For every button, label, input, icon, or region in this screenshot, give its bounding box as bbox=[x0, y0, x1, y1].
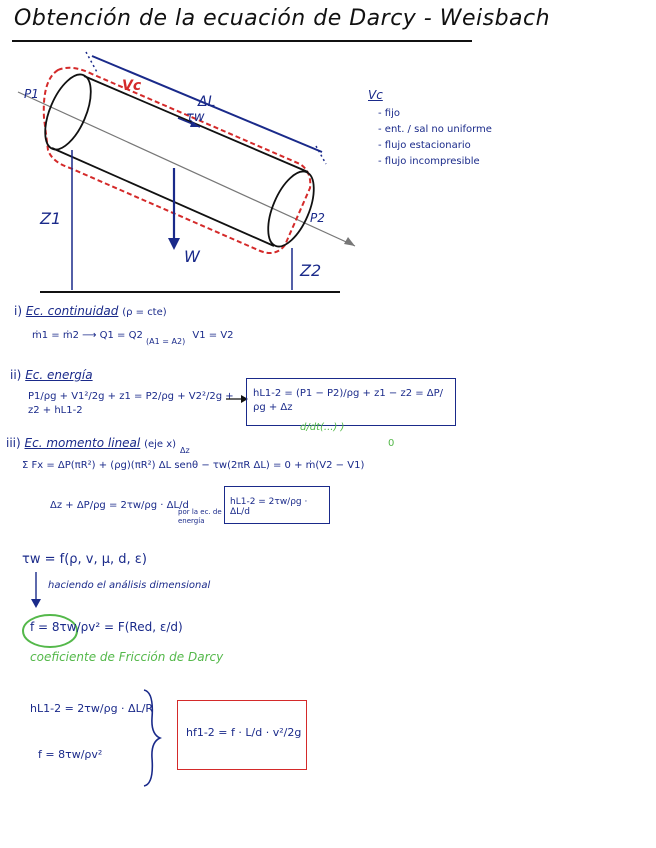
tau-w-label: τw bbox=[186, 110, 205, 125]
energy-result-box bbox=[246, 378, 456, 426]
section-continuity-heading bbox=[14, 304, 167, 318]
tau-function: τw = f(ρ, v, μ, d, ε) bbox=[22, 552, 147, 567]
w-label: W bbox=[184, 247, 200, 266]
control-volume bbox=[44, 68, 311, 253]
section-condition: (ρ = cte) bbox=[122, 307, 167, 318]
page-title: Obtención de la ecuación de Darcy - Weisbach bbox=[14, 6, 551, 31]
pipe-outlet bbox=[259, 165, 323, 253]
vc-note-item: - ent. / sal no uniforme bbox=[378, 124, 492, 135]
vc-notes-list bbox=[378, 106, 492, 170]
momentum-equation-2: Δz + ΔP/ρg = 2τw/ρg · ΔL/d bbox=[50, 500, 189, 511]
section-title: Ec. momento lineal bbox=[24, 436, 141, 450]
p2-label: P2 bbox=[310, 211, 325, 225]
friction-factor-def: f = 8τw/ρv² = F(Red, ε/d) bbox=[30, 620, 183, 634]
section-axis: (eje x) bbox=[144, 439, 177, 450]
brace-icon bbox=[140, 688, 166, 788]
continuity-eq-text: ṁ1 = ṁ2 ⟶ Q1 = Q2 bbox=[32, 330, 143, 341]
section-momentum-heading bbox=[6, 436, 176, 450]
axis-arrowhead bbox=[344, 237, 355, 246]
vc-note-item: - flujo incompresible bbox=[378, 156, 480, 167]
friction-factor-name: coeficiente de Fricción de Darcy bbox=[30, 650, 224, 664]
title-underline bbox=[12, 40, 472, 42]
green-note: d/dt(...) ) bbox=[300, 422, 345, 433]
darcy-weisbach-eq: hf1-2 = f · L/d · v²/2g bbox=[186, 726, 302, 739]
section-title: Ec. continuidad bbox=[25, 304, 119, 318]
momentum-result-eq: hL1-2 = 2τw/ρg · ΔL/d bbox=[230, 497, 308, 517]
delta-l-label: ΔL bbox=[198, 94, 216, 110]
zero-mark: 0 bbox=[388, 438, 395, 449]
vc-notes-heading: Vc bbox=[368, 88, 383, 102]
section-label: ii) bbox=[10, 368, 22, 382]
vc-note-item: - fijo bbox=[378, 108, 400, 119]
energy-result-eq: hL1-2 = (P1 − P2)/ρg + z1 − z2 = ΔP/ρg + Δz bbox=[253, 388, 444, 413]
f-eq: f = 8τw/ρv² bbox=[38, 748, 103, 761]
section-label: iii) bbox=[6, 436, 21, 450]
pipe-inlet bbox=[36, 68, 100, 156]
energy-equation: P1/ρg + V1²/2g + z1 = P2/ρg + V2²/2g + z2 + hL1-2 bbox=[28, 391, 234, 416]
arrow-down-icon bbox=[30, 572, 42, 608]
pipe-diagram bbox=[0, 44, 380, 304]
vc-note-item: - flujo estacionario bbox=[378, 140, 471, 151]
head-loss-eq: hL1-2 = 2τw/ρg · ΔL/R bbox=[30, 702, 154, 715]
continuity-eq-result: V1 = V2 bbox=[192, 330, 234, 341]
pipe-bottom-edge bbox=[52, 148, 274, 246]
momentum-equation: Σ Fx = ΔP(πR²) + (ρg)(πR²) ΔL senθ − τw(2πR ΔL) = 0 + ṁ(V2 − V1) bbox=[22, 460, 365, 471]
p1-label: P1 bbox=[24, 87, 39, 101]
energy-note: por la ec. de energía bbox=[178, 508, 222, 525]
section-energy-heading bbox=[10, 368, 93, 382]
section-title: Ec. energía bbox=[25, 368, 93, 382]
z2-label: Z2 bbox=[300, 261, 322, 280]
continuity-equation bbox=[32, 330, 234, 346]
vc-label: Vc bbox=[122, 78, 142, 94]
momentum-result-box bbox=[224, 486, 330, 524]
dimensional-analysis-note: haciendo el análisis dimensional bbox=[48, 580, 211, 591]
continuity-eq-subscript: (A1 = A2) bbox=[146, 337, 186, 346]
final-result-box bbox=[177, 700, 307, 770]
vc-notes bbox=[368, 88, 492, 170]
dz-annotation: Δz bbox=[180, 446, 190, 455]
z1-label: Z1 bbox=[40, 209, 62, 228]
arrow-right-icon bbox=[226, 392, 248, 406]
section-label: i) bbox=[14, 304, 23, 318]
